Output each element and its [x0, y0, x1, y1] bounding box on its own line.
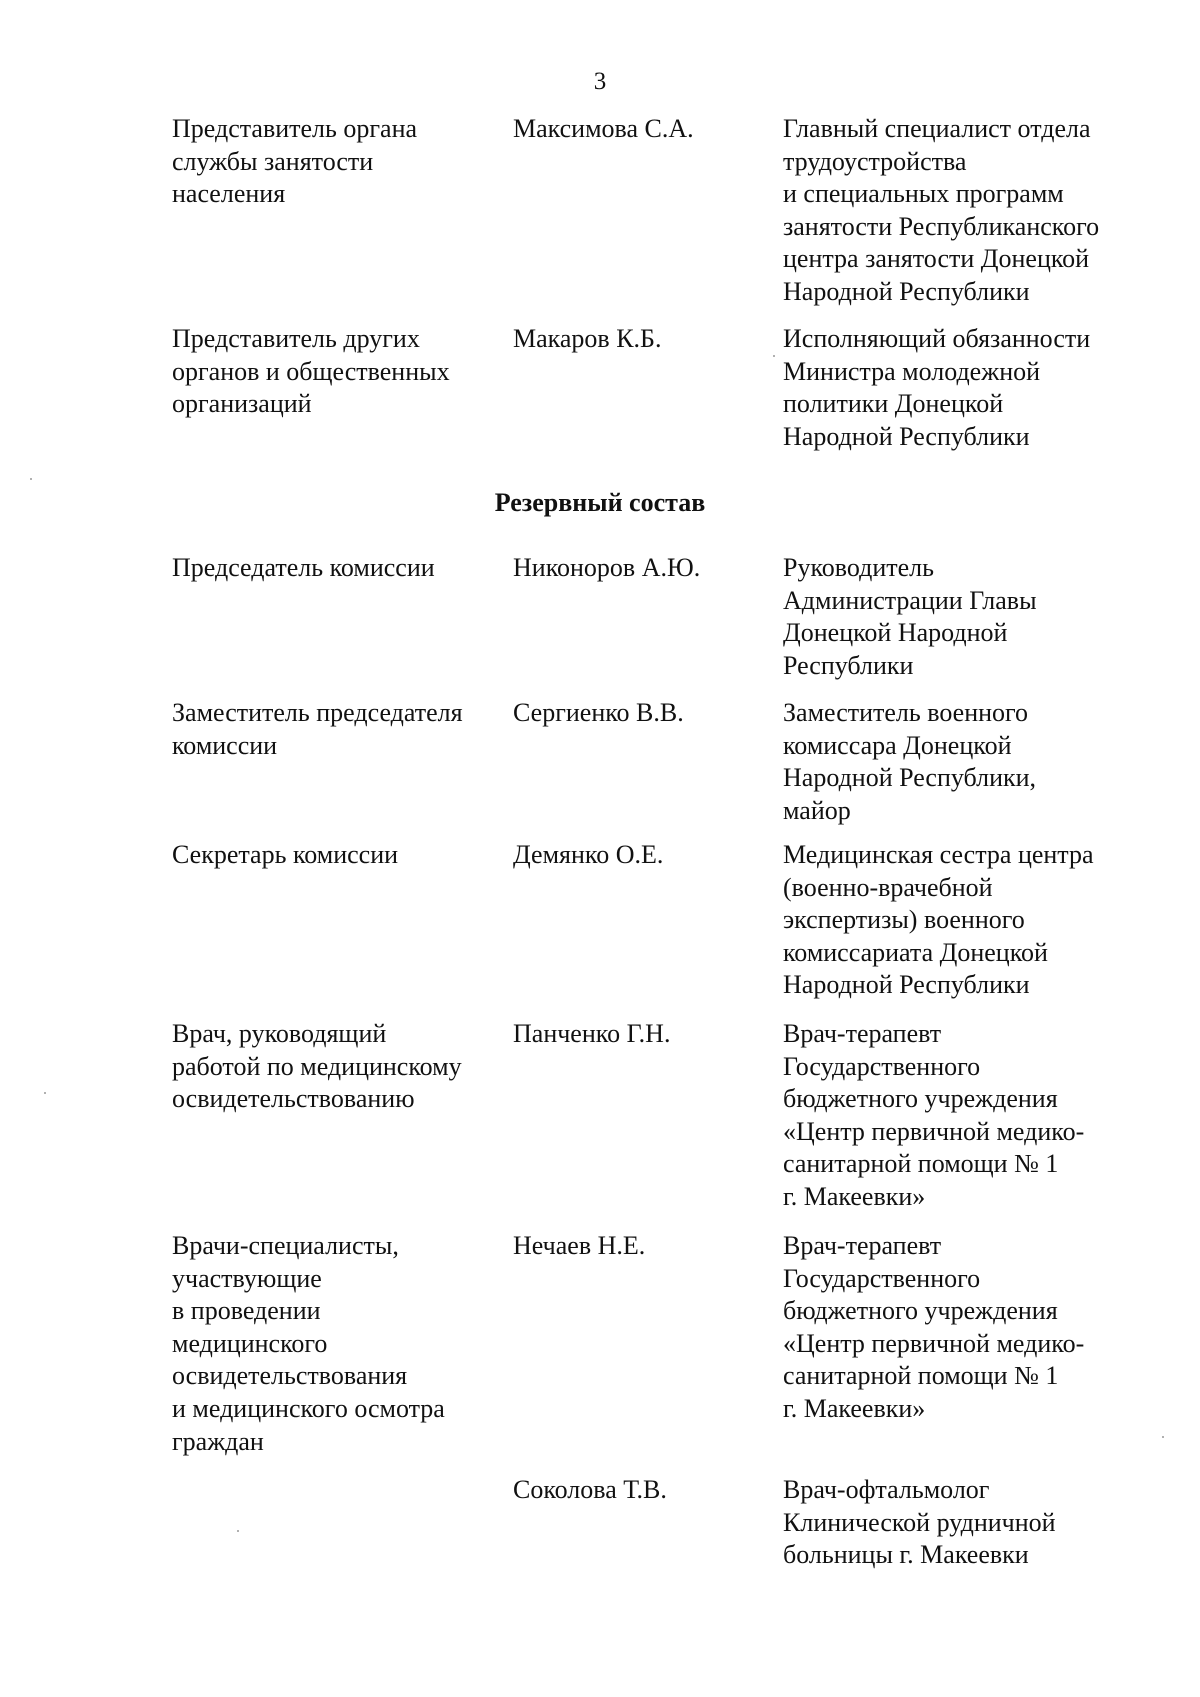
member-name: Соколова Т.В. — [513, 1475, 667, 1504]
member-name: Нечаев Н.Е. — [513, 1231, 646, 1260]
scan-speck — [30, 478, 32, 480]
member-role: Председатель комиссии — [172, 553, 435, 582]
member-position: Врач-офтальмолог Клинической рудничной больницы г. Макеевки — [783, 1475, 1056, 1570]
member-role: Врач, руководящий работой по медицинскому освидетельствованию — [172, 1019, 462, 1114]
member-position: Врач-терапевт Государственного бюджетного учреждения «Центр первичной медико- санитарной помощи № 1 г. Макеевки» — [783, 1231, 1085, 1423]
member-name: Демянко О.Е. — [513, 840, 664, 869]
scan-speck — [773, 355, 775, 357]
member-role: Секретарь комиссии — [172, 840, 399, 869]
member-name: Панченко Г.Н. — [513, 1019, 671, 1048]
member-role: Врачи-специалисты, участвующие в проведении медицинского освидетельствования и медицинского осмотра граждан — [172, 1231, 445, 1456]
member-position: Медицинская сестра центра (военно-врачебной экспертизы) военного комиссариата Донецкой Народной Республики — [783, 840, 1094, 1000]
member-name: Никоноров А.Ю. — [513, 553, 701, 582]
scan-speck — [1162, 1436, 1164, 1438]
member-position: Заместитель военного комиссара Донецкой Народной Республики, майор — [783, 698, 1037, 825]
member-name: Сергиенко В.В. — [513, 698, 684, 727]
member-role: Заместитель председателя комиссии — [172, 698, 463, 760]
scan-speck — [237, 1530, 239, 1532]
member-position: Врач-терапевт Государственного бюджетного учреждения «Центр первичной медико- санитарной помощи № 1 г. Макеевки» — [783, 1019, 1085, 1211]
reserve-section-title: Резервный состав — [494, 488, 706, 517]
scan-speck — [44, 1092, 46, 1094]
member-position: Руководитель Администрации Главы Донецкой Народной Республики — [783, 553, 1037, 680]
member-position: Исполняющий обязанности Министра молодежной политики Донецкой Народной Республики — [783, 324, 1091, 451]
member-name: Максимова С.А. — [513, 114, 694, 143]
member-role: Представитель органа службы занятости населения — [172, 114, 418, 209]
member-position: Главный специалист отдела трудоустройства и специальных программ занятости Республиканского центра занятости Донецкой Народной Республики — [783, 114, 1100, 306]
member-name: Макаров К.Б. — [513, 324, 662, 353]
page-number: 3 — [593, 68, 607, 95]
member-role: Представитель других органов и общественных организаций — [172, 324, 450, 419]
